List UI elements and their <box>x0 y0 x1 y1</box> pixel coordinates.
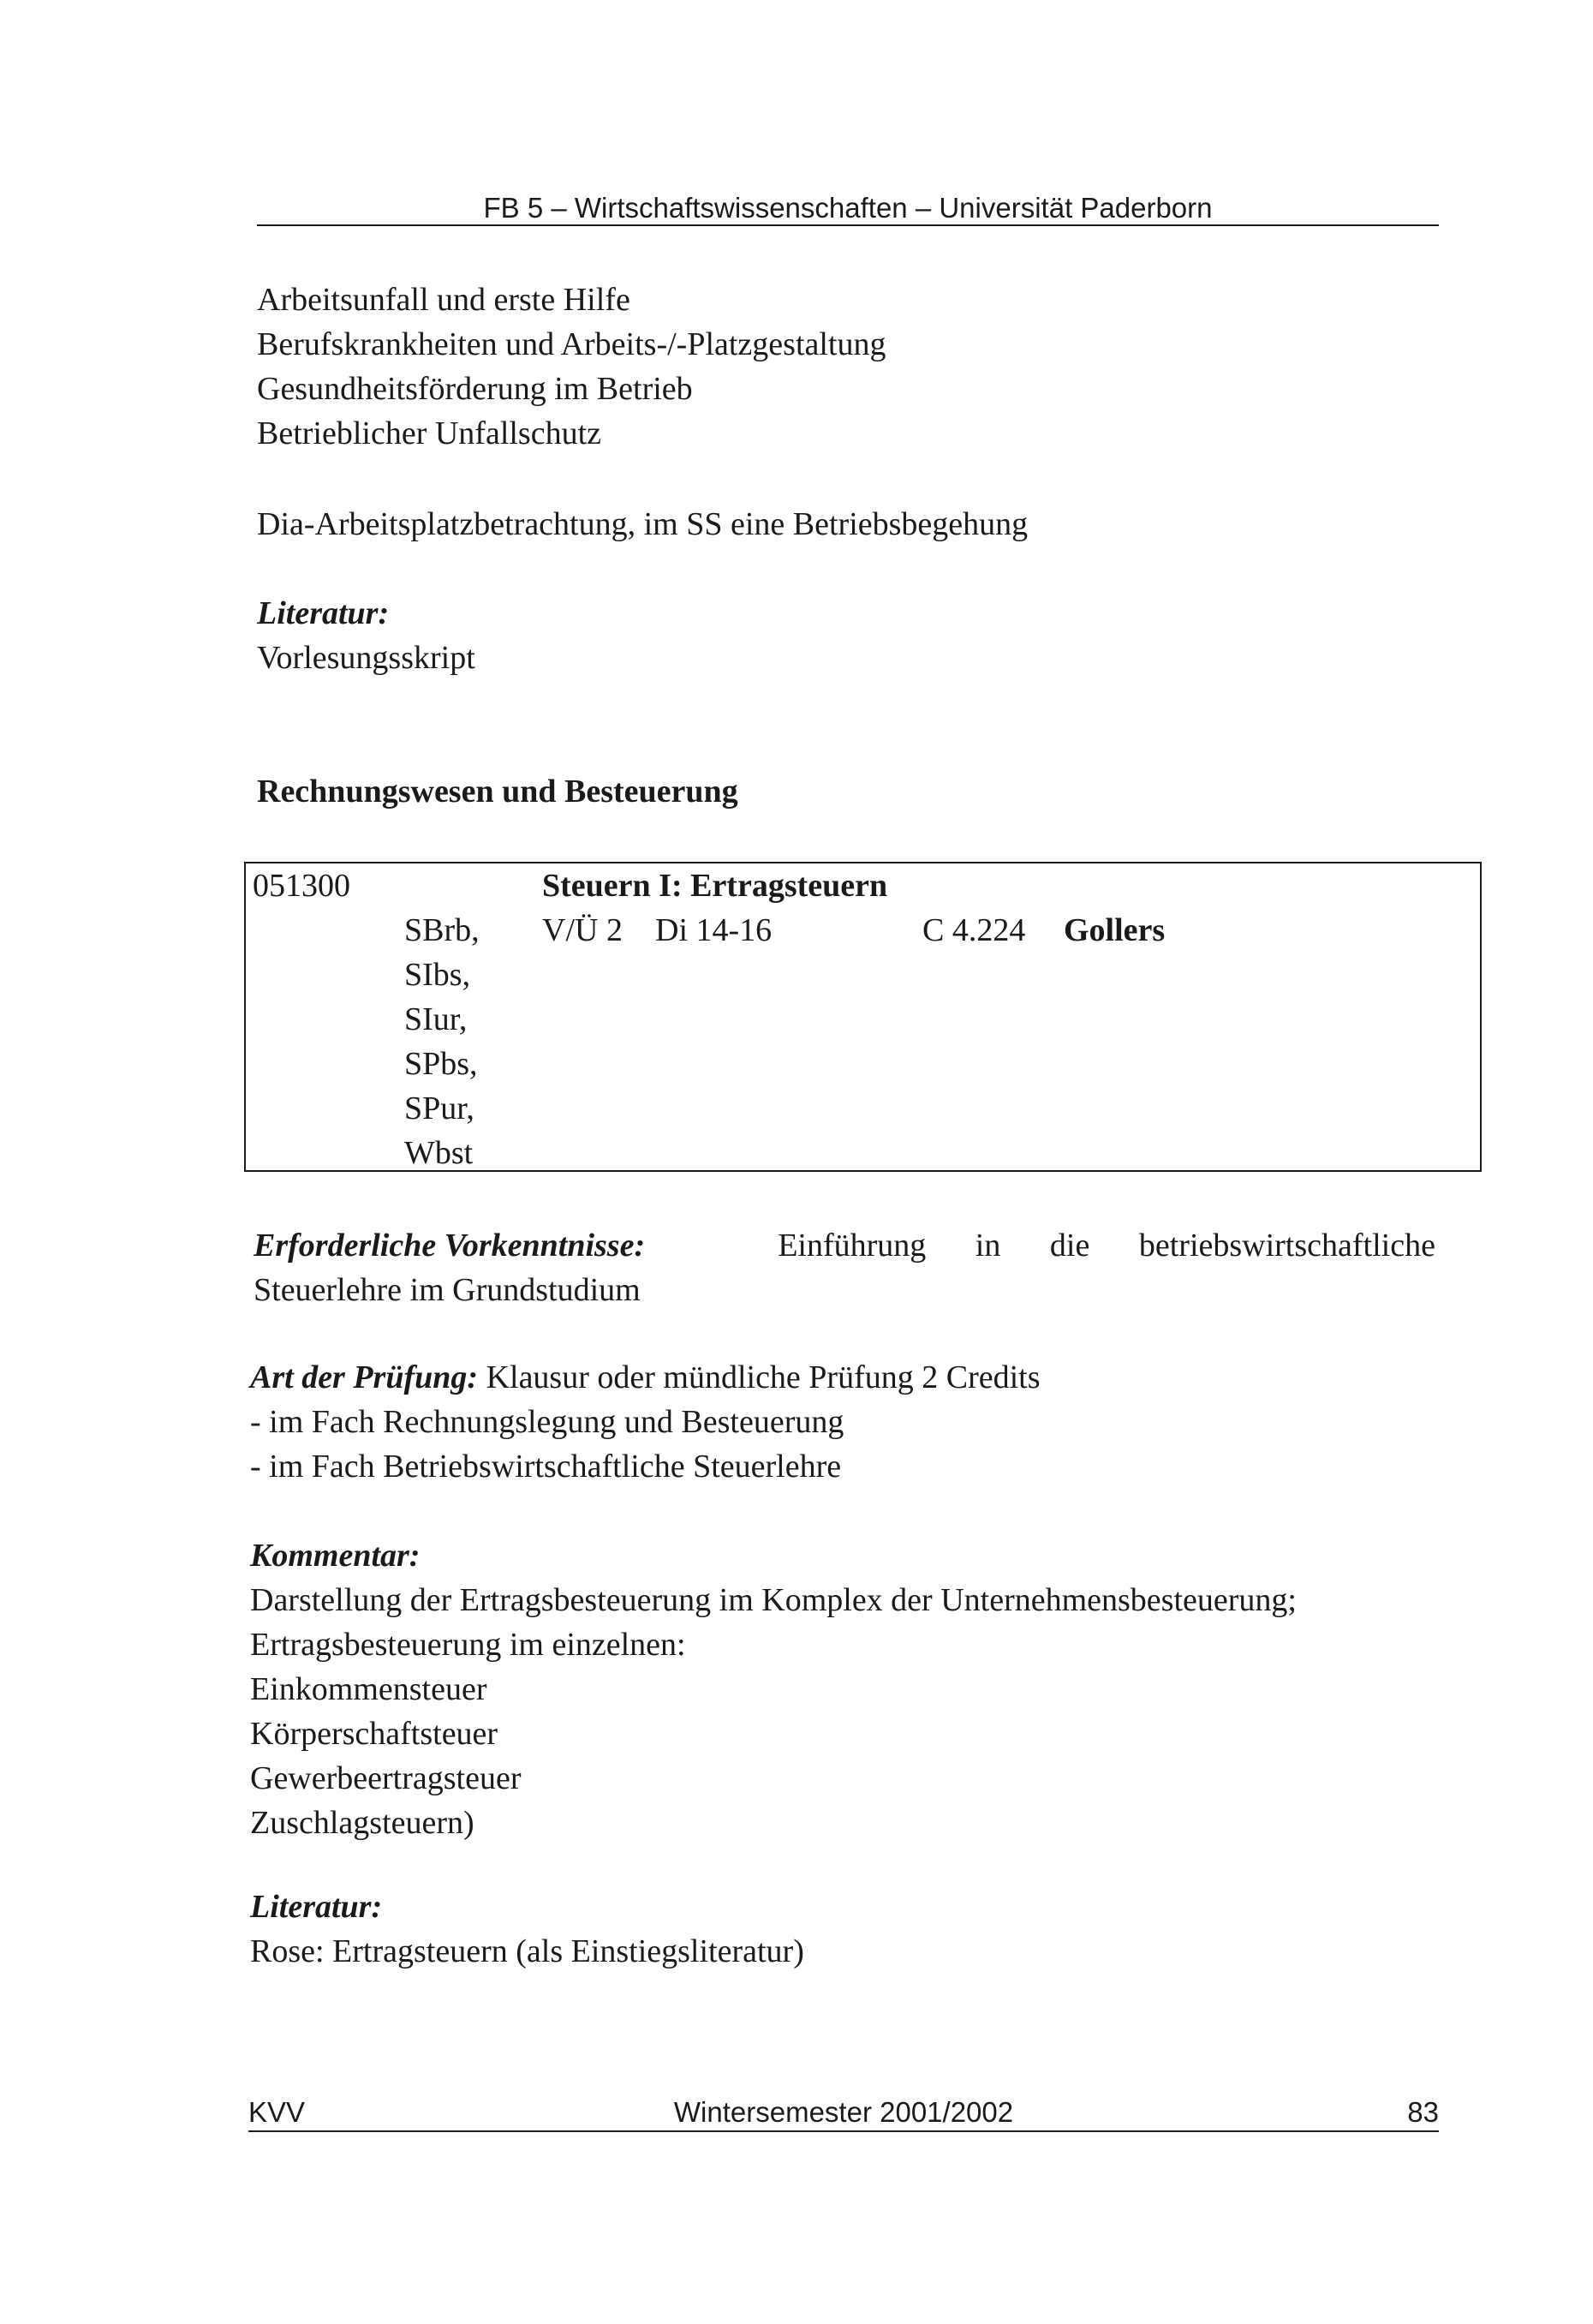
program-item: Wbst <box>404 1135 474 1171</box>
literatur2-text: Rose: Ertragsteuern (als Einstiegsliteratur) <box>250 1933 804 1969</box>
vorkenntnisse-label: Erforderliche Vorkenntnisse: <box>254 1228 646 1264</box>
topic-item: Betrieblicher Unfallschutz <box>257 415 602 451</box>
section-title: Rechnungswesen und Besteuerung <box>257 774 738 810</box>
kommentar-line: Darstellung der Ertragsbesteuerung im Komplex der Unternehmensbesteuerung; <box>250 1582 1297 1618</box>
program-list <box>404 908 480 1175</box>
topic-item: Gesundheitsförderung im Betrieb <box>257 371 693 407</box>
pruefung-item: - im Fach Rechnungslegung und Besteuerung <box>250 1404 844 1440</box>
literatur-label: Literatur: <box>257 595 390 631</box>
footer-rule <box>248 2130 1439 2132</box>
pruefung-text: Klausur oder mündliche Prüfung 2 Credits <box>486 1359 1041 1395</box>
pruefung-items <box>250 1400 844 1489</box>
pruefung-item: - im Fach Betriebswirtschaftliche Steuerlehre <box>250 1449 842 1485</box>
program-item: SIbs, <box>404 957 471 993</box>
course-box <box>244 862 1482 1172</box>
program-item: SIur, <box>404 1001 468 1037</box>
vorkenntnisse-word: betriebswirtschaftliche <box>1138 1228 1435 1264</box>
topic-item: Berufskrankheiten und Arbeits-/-Platzgestaltung <box>257 326 886 362</box>
page-header: FB 5 – Wirtschaftswissenschaften – Universität Paderborn <box>483 192 1213 224</box>
kommentar-line: Ertragsbesteuerung im einzelnen: <box>250 1627 686 1663</box>
kommentar-label: Kommentar: <box>250 1538 421 1574</box>
footer-left: KVV <box>248 2096 306 2128</box>
literatur-text: Vorlesungsskript <box>257 640 475 676</box>
vorkenntnisse-word: Einführung <box>778 1228 927 1264</box>
vorkenntnisse-word: in <box>975 1228 1001 1264</box>
kommentar-line: Zuschlagsteuern) <box>250 1805 474 1841</box>
topic-list <box>257 278 886 456</box>
kommentar-line: Gewerbeertragsteuer <box>250 1760 522 1796</box>
course-lecturer: Gollers <box>1064 912 1166 948</box>
footer-center: Wintersemester 2001/2002 <box>673 2096 1014 2128</box>
vorkenntnisse-row <box>254 1223 1435 1268</box>
pruefung-label: Art der Prüfung: <box>250 1359 479 1395</box>
course-type: V/Ü 2 <box>542 912 623 948</box>
program-item: SBrb, <box>404 912 480 948</box>
program-item: SPur, <box>404 1090 474 1126</box>
course-number: 051300 <box>253 868 350 904</box>
header-rule <box>257 224 1439 226</box>
dia-line: Dia-Arbeitsplatzbetrachtung, im SS eine Betriebsbegehung <box>257 506 1029 542</box>
pruefung-line <box>250 1355 1041 1400</box>
course-room: C 4.224 <box>922 912 1026 948</box>
program-item: SPbs, <box>404 1046 478 1082</box>
kommentar-line: Körperschaftsteuer <box>250 1716 498 1752</box>
kommentar-line: Einkommensteuer <box>250 1671 487 1707</box>
vorkenntnisse-line2: Steuerlehre im Grundstudium <box>254 1272 641 1308</box>
page-number: 83 <box>1407 2096 1439 2128</box>
course-time: Di 14-16 <box>655 912 773 948</box>
literatur2-label: Literatur: <box>250 1889 383 1925</box>
kommentar-lines <box>250 1578 1297 1845</box>
topic-item: Arbeitsunfall und erste Hilfe <box>257 282 630 318</box>
vorkenntnisse-word: die <box>1049 1228 1090 1264</box>
course-title: Steuern I: Ertragsteuern <box>542 868 888 904</box>
